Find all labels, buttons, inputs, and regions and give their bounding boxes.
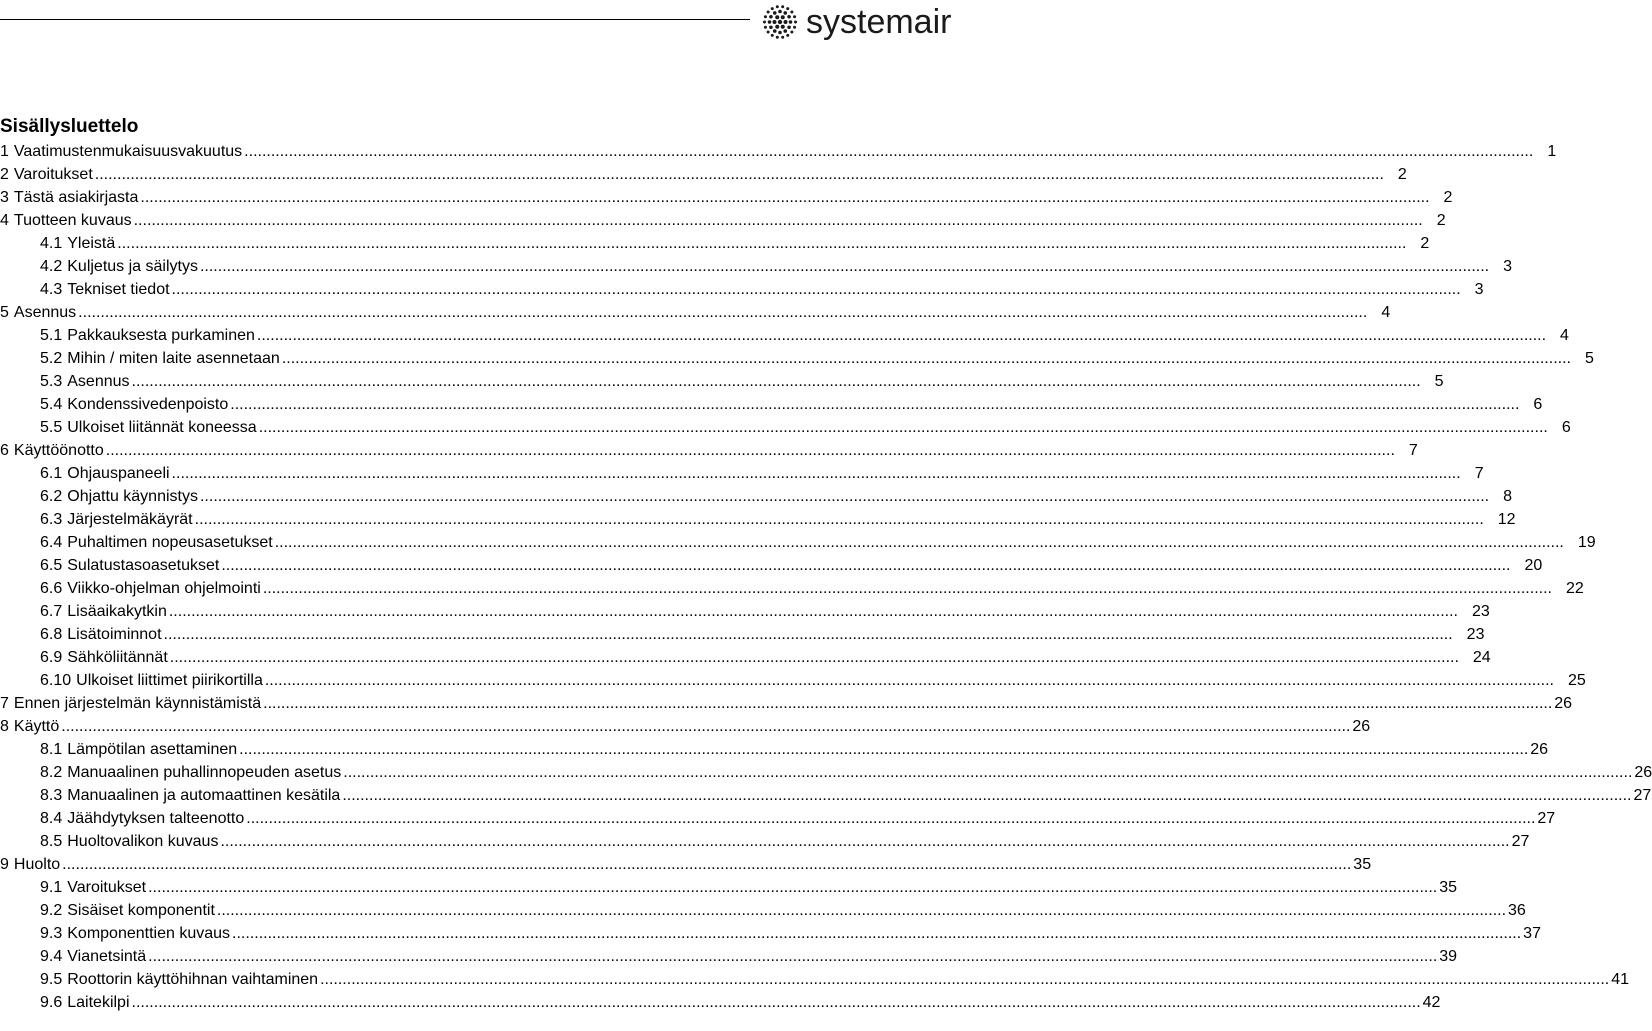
toc-entry-page: 3 — [1474, 281, 1484, 298]
toc-entry-number: 9.3 — [40, 925, 63, 942]
toc-entry-page: 4 — [1560, 327, 1569, 344]
logo-dot — [776, 5, 779, 8]
toc-entry[interactable] — [0, 278, 1484, 301]
dot-leader — [342, 784, 1631, 807]
toc-entry-page: 6 — [1533, 396, 1543, 413]
toc-entry[interactable] — [0, 186, 1453, 209]
toc-entry-number: 4 — [0, 212, 9, 229]
dot-leader — [140, 186, 1429, 209]
toc-entry[interactable] — [0, 945, 1458, 968]
dot-leader — [61, 715, 1350, 738]
dot-leader — [221, 554, 1510, 577]
dot-leader — [148, 945, 1437, 968]
toc-entry-number: 4.3 — [40, 281, 63, 298]
dot-leader — [164, 623, 1453, 646]
toc-entry-page: 26 — [1554, 695, 1573, 712]
toc-entry[interactable] — [0, 807, 1556, 830]
toc-entry-number: 6.6 — [40, 580, 63, 597]
toc-entry[interactable] — [0, 922, 1541, 945]
dot-leader — [62, 853, 1351, 876]
toc-entry-number: 1 — [0, 143, 9, 160]
logo-dot — [773, 11, 777, 15]
toc-entry[interactable] — [0, 830, 1530, 853]
toc-entry-title: Kondenssivedenpoisto — [67, 396, 229, 413]
dot-leader — [170, 646, 1459, 669]
logo-dot — [776, 36, 779, 39]
toc-entry-title: Sisäiset komponentit — [67, 902, 215, 919]
table-of-contents — [0, 140, 1652, 1014]
toc-entry-title: Käyttö — [13, 718, 60, 735]
toc-entry[interactable] — [0, 508, 1516, 531]
toc-entry[interactable] — [0, 715, 1371, 738]
toc-entry-title: Tuotteen kuvaus — [13, 212, 132, 229]
toc-entry[interactable] — [0, 554, 1543, 577]
toc-entry[interactable] — [0, 301, 1391, 324]
toc-entry[interactable] — [0, 140, 1557, 163]
logo-dot — [769, 15, 773, 19]
logo-dot — [783, 29, 787, 33]
dot-leader — [169, 600, 1458, 623]
logo-dot — [775, 15, 779, 19]
logo-dot — [794, 21, 797, 24]
toc-entry-page: 6 — [1561, 419, 1571, 436]
toc-entry-number: 9.5 — [40, 971, 63, 988]
toc-entry-number: 5.1 — [40, 327, 63, 344]
logo-dot — [778, 10, 782, 14]
dot-leader — [172, 462, 1461, 485]
dot-leader — [217, 899, 1506, 922]
dot-leader — [172, 278, 1461, 301]
logo-dot — [787, 25, 791, 29]
toc-entry-title: Puhaltimen nopeusasetukset — [67, 534, 273, 551]
toc-entry[interactable] — [0, 439, 1418, 462]
toc-entry-number: 8.3 — [40, 787, 63, 804]
toc-entry[interactable] — [0, 600, 1490, 623]
logo-dot — [763, 21, 766, 24]
toc-entry[interactable] — [0, 738, 1549, 761]
toc-entry-title: Ulkoiset liitännät koneessa — [67, 419, 257, 436]
toc-entry-number: 6.2 — [40, 488, 63, 505]
brand-logo — [760, 2, 956, 42]
toc-entry-page: 2 — [1443, 189, 1453, 206]
toc-entry-page: 12 — [1497, 511, 1516, 528]
logo-dot — [764, 26, 767, 29]
toc-entry-page: 37 — [1523, 925, 1541, 942]
dot-leader — [95, 163, 1384, 186]
toc-entry-number: 6.3 — [40, 511, 63, 528]
toc-entry-page: 27 — [1537, 810, 1556, 827]
dot-leader — [263, 692, 1552, 715]
toc-entry-title: Huolto — [13, 856, 61, 873]
toc-entry[interactable] — [0, 255, 1513, 278]
toc-entry-number: 9.4 — [40, 948, 63, 965]
toc-entry-title: Tekniset tiedot — [67, 281, 170, 298]
toc-entry-title: Komponenttien kuvaus — [67, 925, 231, 942]
dot-leader — [78, 301, 1367, 324]
dot-leader — [230, 393, 1519, 416]
toc-entry-number: 5 — [0, 304, 9, 321]
toc-entry-title: Vianetsintä — [67, 948, 147, 965]
toc-entry-title: Järjestelmäkäyrät — [67, 511, 193, 528]
toc-entry-number: 6.5 — [40, 557, 63, 574]
toc-entry[interactable] — [0, 968, 1630, 991]
toc-entry-title: Vaatimustenmukaisuusvakuutus — [13, 143, 243, 160]
dot-leader — [239, 738, 1528, 761]
toc-entry-page: 39 — [1439, 948, 1458, 965]
toc-entry-page: 27 — [1511, 833, 1530, 850]
toc-entry[interactable] — [0, 876, 1458, 899]
logo-dot — [771, 34, 774, 37]
logo-dot — [793, 26, 796, 29]
dot-leader — [106, 439, 1395, 462]
toc-entry-number: 2 — [0, 166, 9, 183]
logo-dot — [778, 20, 782, 24]
logo-dot — [786, 7, 789, 10]
toc-entry-title: Yleistä — [67, 235, 116, 252]
dot-leader — [132, 991, 1421, 1014]
toc-entry-number: 6.9 — [40, 649, 63, 666]
dot-leader — [320, 968, 1609, 991]
toc-entry-page: 23 — [1466, 626, 1485, 643]
toc-entry-number: 6.4 — [40, 534, 63, 551]
toc-entry-title: Asennus — [67, 373, 130, 390]
dot-leader — [257, 324, 1546, 347]
logo-dot — [786, 34, 789, 37]
logo-dot — [771, 7, 774, 10]
logo-dot — [781, 25, 785, 29]
toc-entry[interactable] — [0, 899, 1526, 922]
toc-entry-page: 27 — [1633, 787, 1652, 804]
toc-entry[interactable] — [0, 485, 1513, 508]
toc-entry[interactable] — [0, 531, 1596, 554]
header-rule — [0, 19, 750, 20]
toc-entry-title: Tästä asiakirjasta — [13, 189, 139, 206]
toc-entry-number: 8.4 — [40, 810, 63, 827]
dot-leader — [275, 531, 1564, 554]
toc-entry-number: 5.5 — [40, 419, 63, 436]
toc-entry[interactable] — [0, 692, 1573, 715]
toc-entry-page: 36 — [1508, 902, 1526, 919]
logo-dot — [781, 15, 785, 19]
toc-entry-number: 5.3 — [40, 373, 63, 390]
toc-entry-number: 7 — [0, 695, 9, 712]
toc-entry-title: Jäähdytyksen talteenotto — [67, 810, 245, 827]
dot-leader — [117, 232, 1406, 255]
toc-entry-title: Roottorin käyttöhihnan vaihtaminen — [67, 971, 319, 988]
toc-entry-number: 3 — [0, 189, 9, 206]
toc-entry-title: Asennus — [13, 304, 77, 321]
toc-entry-page: 26 — [1634, 764, 1652, 781]
brand-name: systemair — [806, 3, 952, 41]
toc-entry-number: 9.1 — [40, 879, 63, 896]
logo-dot — [787, 15, 791, 19]
logo-dot — [773, 20, 777, 24]
toc-entry-number: 6.1 — [40, 465, 63, 482]
toc-entry-title: Ohjattu käynnistys — [67, 488, 198, 505]
dot-leader — [220, 830, 1509, 853]
toc-entry-page: 5 — [1584, 350, 1594, 367]
toc-entry-title: Huoltovalikon kuvaus — [67, 833, 219, 850]
toc-entry-number: 9.6 — [40, 994, 63, 1011]
toc-entry-title: Varoitukset — [67, 879, 147, 896]
toc-entry[interactable] — [0, 669, 1586, 692]
toc-entry[interactable] — [0, 324, 1569, 347]
toc-entry-page: 41 — [1611, 971, 1630, 988]
dot-leader — [244, 140, 1533, 163]
logo-dot — [781, 5, 784, 8]
toc-entry-number: 9.2 — [40, 902, 63, 919]
toc-entry[interactable] — [0, 462, 1484, 485]
toc-entry-page: 7 — [1408, 442, 1418, 459]
logo-dot — [764, 15, 767, 18]
toc-entry-page: 25 — [1567, 672, 1586, 689]
toc-entry[interactable] — [0, 232, 1430, 255]
toc-entry-title: Lämpötilan asettaminen — [67, 741, 238, 758]
toc-entry-title: Sähköliitännät — [67, 649, 168, 666]
toc-entry-title: Varoitukset — [13, 166, 93, 183]
toc-entry-number: 8.5 — [40, 833, 63, 850]
toc-entry-page: 20 — [1524, 557, 1543, 574]
toc-entry-page: 19 — [1577, 534, 1596, 551]
logo-dot — [768, 20, 772, 24]
toc-entry-number: 6.10 — [40, 672, 72, 689]
logo-dot — [793, 15, 796, 18]
toc-entry-title: Lisäaikakytkin — [67, 603, 167, 620]
logo-dot — [781, 36, 784, 39]
dot-leader — [148, 876, 1437, 899]
toc-entry-title: Lisätoiminnot — [67, 626, 162, 643]
toc-entry[interactable] — [0, 209, 1446, 232]
toc-entry[interactable] — [0, 853, 1372, 876]
toc-entry[interactable] — [0, 761, 1652, 784]
dot-leader — [265, 669, 1554, 692]
toc-entry-page: 22 — [1565, 580, 1584, 597]
toc-entry-title: Viikko-ohjelman ohjelmointi — [67, 580, 261, 597]
logo-dot — [767, 30, 770, 33]
toc-entry[interactable] — [0, 347, 1594, 370]
toc-entry-number: 5.2 — [40, 350, 63, 367]
toc-entry-title: Ennen järjestelmän käynnistämistä — [13, 695, 262, 712]
logo-dot — [778, 31, 782, 35]
dot-leader — [232, 922, 1521, 945]
toc-entry-number: 5.4 — [40, 396, 63, 413]
toc-entry[interactable] — [0, 784, 1652, 807]
logo-dot — [775, 25, 779, 29]
toc-entry-title: Sulatustasoasetukset — [67, 557, 220, 574]
toc-entry-number: 8 — [0, 718, 9, 735]
dot-leader — [282, 347, 1571, 370]
toc-entry-title: Laitekilpi — [67, 994, 130, 1011]
toc-entry[interactable] — [0, 416, 1571, 439]
toc-entry-title: Ulkoiset liittimet piirikortilla — [76, 672, 263, 689]
toc-entry[interactable] — [0, 646, 1491, 669]
dot-leader — [132, 370, 1421, 393]
dot-leader — [259, 416, 1548, 439]
toc-entry-page: 1 — [1547, 143, 1557, 160]
toc-entry-title: Käyttöönotto — [13, 442, 104, 459]
toc-entry-number: 6 — [0, 442, 9, 459]
toc-entry-page: 3 — [1503, 258, 1513, 275]
toc-entry-number: 6.7 — [40, 603, 63, 620]
logo-dot — [789, 20, 793, 24]
systemair-dot-logo-icon — [760, 2, 800, 42]
dot-leader — [200, 485, 1489, 508]
logo-dot — [784, 20, 788, 24]
toc-entry-number: 8.1 — [40, 741, 63, 758]
toc-entry[interactable] — [0, 370, 1444, 393]
toc-entry-page: 35 — [1439, 879, 1458, 896]
toc-entry-title: Manuaalinen ja automaattinen kesätila — [67, 787, 341, 804]
toc-entry-title: Manuaalinen puhallinnopeuden asetus — [67, 764, 342, 781]
toc-entry-title: Pakkauksesta purkaminen — [67, 327, 255, 344]
toc-entry[interactable] — [0, 991, 1441, 1014]
logo-dot — [783, 11, 787, 15]
toc-entry-number: 6.8 — [40, 626, 63, 643]
logo-dot — [769, 25, 773, 29]
toc-entry-page: 8 — [1503, 488, 1513, 505]
toc-entry-page: 2 — [1420, 235, 1430, 252]
logo-dot — [767, 11, 770, 14]
toc-entry-page: 26 — [1530, 741, 1549, 758]
toc-entry-page: 7 — [1474, 465, 1484, 482]
dot-leader — [263, 577, 1552, 600]
dot-leader — [195, 508, 1484, 531]
toc-entry-title: Kuljetus ja säilytys — [67, 258, 198, 275]
toc-entry-number: 4.1 — [40, 235, 63, 252]
toc-entry-page: 42 — [1422, 994, 1441, 1011]
toc-title: Sisällysluettelo — [0, 116, 139, 137]
toc-entry[interactable] — [0, 163, 1407, 186]
toc-entry[interactable] — [0, 577, 1584, 600]
logo-dot — [773, 29, 777, 33]
toc-entry-page: 4 — [1381, 304, 1391, 321]
dot-leader — [200, 255, 1489, 278]
toc-entry-number: 4.2 — [40, 258, 63, 275]
dot-leader — [134, 209, 1423, 232]
toc-entry[interactable] — [0, 623, 1485, 646]
dot-leader — [246, 807, 1535, 830]
logo-dot — [790, 11, 793, 14]
toc-entry[interactable] — [0, 393, 1543, 416]
toc-entry-page: 24 — [1472, 649, 1491, 666]
toc-entry-number: 8.2 — [40, 764, 63, 781]
toc-entry-page: 23 — [1472, 603, 1490, 620]
logo-dot — [790, 30, 793, 33]
toc-entry-number: 9 — [0, 856, 9, 873]
toc-entry-page: 2 — [1397, 166, 1407, 183]
toc-entry-page: 5 — [1434, 373, 1444, 390]
toc-entry-page: 2 — [1436, 212, 1446, 229]
toc-entry-page: 35 — [1353, 856, 1372, 873]
toc-entry-title: Mihin / miten laite asennetaan — [67, 350, 280, 367]
toc-entry-title: Ohjauspaneeli — [67, 465, 170, 482]
dot-leader — [343, 761, 1632, 784]
toc-entry-page: 26 — [1352, 718, 1371, 735]
